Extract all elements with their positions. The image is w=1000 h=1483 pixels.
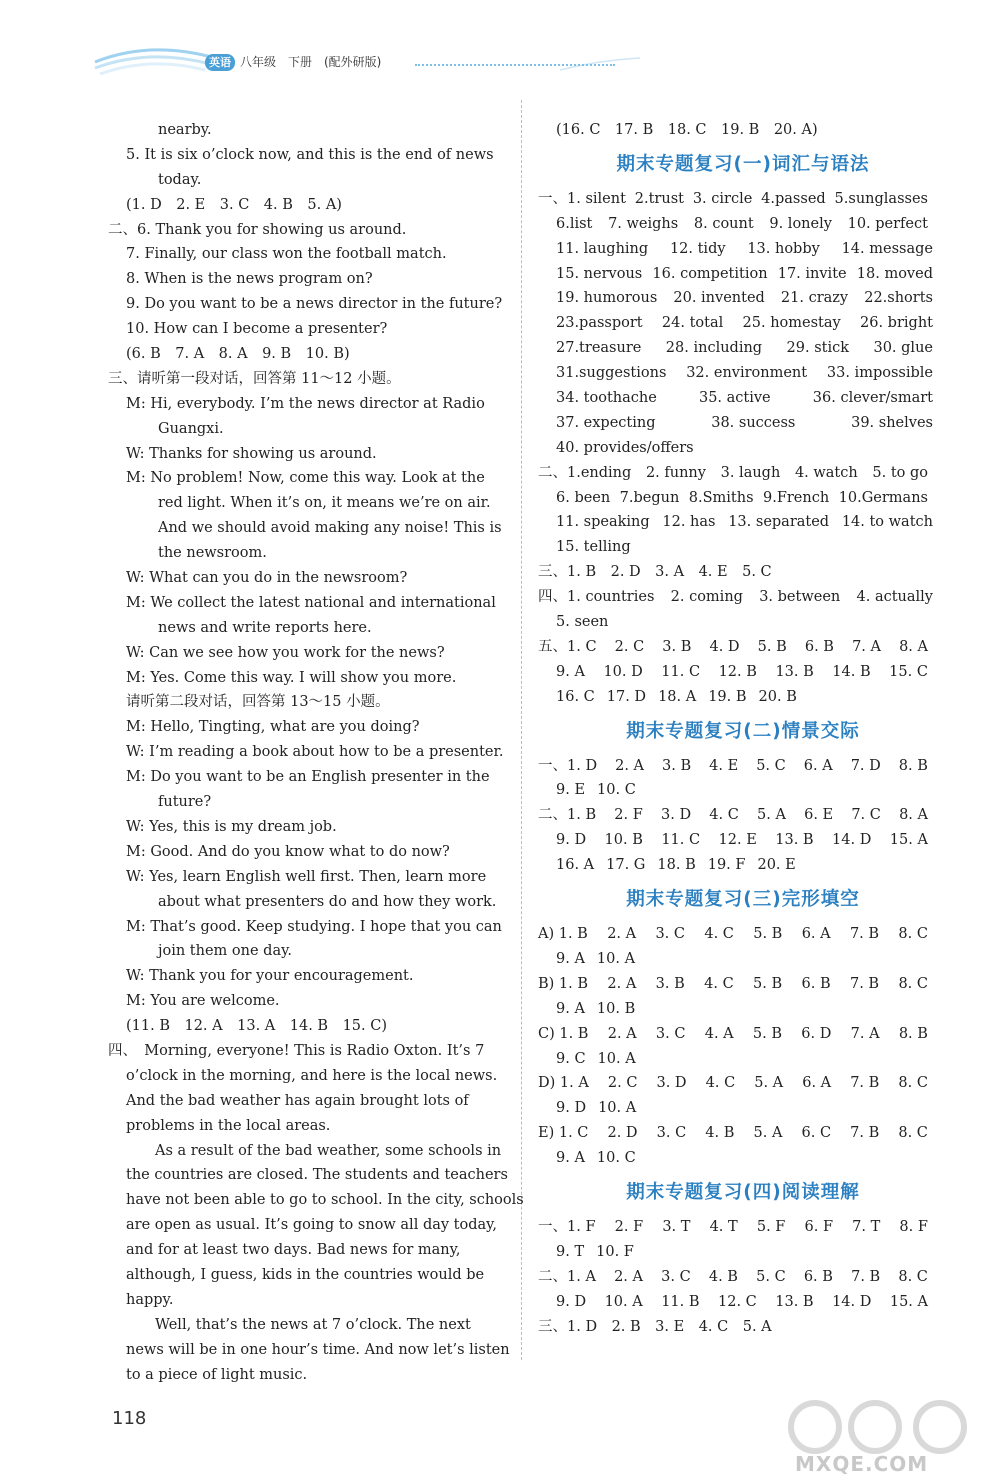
answer-item: 35. active xyxy=(698,390,771,407)
answer-item: 10. D xyxy=(603,663,643,680)
answer-row xyxy=(538,635,928,660)
text-line: 7. Finally, our class won the football match. xyxy=(126,246,447,263)
answer-item: 6. B xyxy=(801,975,831,992)
text-line: Guangxi. xyxy=(158,420,224,437)
answer-row xyxy=(538,1215,928,1240)
text-line: 8. When is the news program on? xyxy=(126,271,373,288)
answer-row xyxy=(538,778,933,803)
answer-item: 15. telling xyxy=(556,539,631,556)
answer-item: 10. B xyxy=(596,1000,636,1017)
text-line: have not been able to go to school. In the city, schools xyxy=(126,1192,524,1209)
answer-item: 4. C xyxy=(709,807,739,824)
answer-item: 4. watch xyxy=(794,464,858,481)
answer-item: 34. toothache xyxy=(556,390,657,407)
answer-item: 5. B xyxy=(757,638,787,655)
answer-item: 13. B xyxy=(775,1293,814,1310)
answer-item: 8. A xyxy=(899,807,928,824)
answer-item: 6. B xyxy=(803,1268,833,1285)
answer-row xyxy=(538,560,948,585)
answer-item: 33. impossible xyxy=(826,365,933,382)
answer-item: 18. moved xyxy=(856,265,933,282)
answer-row xyxy=(538,486,928,511)
answer-item: 7. T xyxy=(852,1218,881,1235)
answer-item: 2. C xyxy=(607,1075,638,1092)
text-line: although, I guess, kids in the countries would be xyxy=(126,1266,485,1283)
answer-row xyxy=(538,922,928,947)
answer-row xyxy=(538,461,928,486)
answer-item: 8. C xyxy=(898,975,928,992)
answer-item: 18. B xyxy=(657,857,696,874)
answer-item: 二、1.ending xyxy=(538,464,632,481)
answer-row xyxy=(538,311,933,336)
answer-item: 19. B xyxy=(708,688,747,705)
answer-item: 11. laughing xyxy=(556,240,649,257)
text-line: 二、6. Thank you for showing us around. xyxy=(108,221,407,238)
text-line: 5. It is six o’clock now, and this is the end of news xyxy=(126,146,494,163)
answer-item: 2. A xyxy=(607,975,637,992)
answer-row xyxy=(538,1121,928,1146)
answer-row xyxy=(538,336,933,361)
answer-row xyxy=(538,262,933,287)
answer-row xyxy=(538,187,928,212)
answer-item: 11. B xyxy=(661,1293,700,1310)
answer-item: 17. D xyxy=(606,688,647,705)
answer-item: 7. C xyxy=(851,807,881,824)
answer-item: 5. F xyxy=(756,1218,786,1235)
text-line: M: Hello, Tingting, what are you doing? xyxy=(126,719,420,736)
answer-item: 14. message xyxy=(841,240,933,257)
answer-item: 8. A xyxy=(899,638,928,655)
answer-item: 6. D xyxy=(801,1025,832,1042)
answer-item: 12. has xyxy=(662,514,716,531)
answer-item: 8. C xyxy=(898,1268,928,1285)
text-line: 四、 Morning, everyone! This is Radio Oxton. It’s 7 xyxy=(108,1042,485,1059)
answer-row xyxy=(538,660,928,685)
answer-item: 9. D xyxy=(556,1100,587,1117)
answer-item: 5. B xyxy=(753,975,783,992)
answer-item: 20. B xyxy=(758,688,797,705)
answer-item: 14. B xyxy=(832,663,871,680)
answer-row xyxy=(538,535,948,560)
answer-item: 2. funny xyxy=(645,464,706,481)
answer-item: 4.passed xyxy=(761,190,826,207)
text-line: As a result of the bad weather, some schools in xyxy=(126,1142,502,1159)
answer-item: 12. tidy xyxy=(669,240,726,257)
text-line: M: Hi, everybody. I’m the news director at Radio xyxy=(126,395,485,412)
text-line: 三、请听第一段对话，回答第 11～12 小题。 xyxy=(108,370,401,387)
answer-item: 40. provides/offers xyxy=(556,439,694,456)
answer-item: C) 1. B xyxy=(538,1025,589,1042)
text-line: the newsroom. xyxy=(158,545,267,562)
answer-item: 10. B xyxy=(604,832,643,849)
answer-item: 6. C xyxy=(801,1125,832,1142)
answer-item: 7. B xyxy=(850,1125,880,1142)
text-line: And the bad weather has again brought lots of xyxy=(126,1092,469,1109)
section-heading: 期末专题复习(三)完形填空 xyxy=(626,889,860,911)
answer-item: 9. C xyxy=(556,1050,586,1067)
answer-item: 37. expecting xyxy=(556,414,656,431)
column-divider xyxy=(521,100,522,1360)
answer-item: 3. between xyxy=(759,589,841,606)
answer-row xyxy=(538,1290,928,1315)
answer-item: 2. A xyxy=(607,926,637,943)
answer-item: 9.French xyxy=(762,489,830,506)
text-line: W: What can you do in the newsroom? xyxy=(126,570,408,587)
answer-item: 24. total xyxy=(661,315,724,332)
text-line: M: Do you want to be an English presenter in the xyxy=(126,769,490,786)
header-wave-decoration xyxy=(0,0,1000,95)
answer-item: 10. C xyxy=(596,1150,636,1167)
text-line: Well, that’s the news at 7 o’clock. The next xyxy=(126,1316,471,1333)
answer-item: 6. A xyxy=(803,757,833,774)
answer-row xyxy=(538,361,933,386)
answer-item: 9. E xyxy=(556,782,586,799)
answer-row xyxy=(538,1071,928,1096)
answer-item: 20. E xyxy=(757,857,796,874)
answer-item: 4. D xyxy=(709,638,740,655)
answer-item: 8. C xyxy=(898,1125,928,1142)
text-line: to a piece of light music. xyxy=(126,1366,308,1383)
answer-item: 15. A xyxy=(889,832,928,849)
answer-item: 9. lonely xyxy=(769,215,832,232)
text-line: (11. B 12. A 13. A 14. B 15. C) xyxy=(126,1018,388,1035)
answer-item: 4. B xyxy=(705,1125,735,1142)
answer-row xyxy=(538,853,928,878)
text-line: M: You are welcome. xyxy=(126,993,280,1010)
answer-item: 10. A xyxy=(596,950,636,967)
text-line: W: Thank you for your encouragement. xyxy=(126,968,414,985)
answer-item: 5. C xyxy=(756,1268,786,1285)
text-line: (6. B 7. A 8. A 9. B 10. B) xyxy=(126,346,350,363)
answer-item: 4. T xyxy=(709,1218,738,1235)
text-line: happy. xyxy=(126,1291,174,1308)
answer-item: 5. A xyxy=(757,807,786,824)
text-line: M: No problem! Now, come this way. Look at the xyxy=(126,470,485,487)
answer-item: 14. D xyxy=(832,1293,872,1310)
answer-item: 36. clever/smart xyxy=(812,390,933,407)
answer-row xyxy=(538,1096,933,1121)
answer-item: 17. invite xyxy=(777,265,847,282)
answer-item: 8. C xyxy=(898,926,928,943)
answer-item: 2. A xyxy=(607,1025,637,1042)
answer-item: 8. count xyxy=(693,215,754,232)
answer-item: 16. competition xyxy=(652,265,768,282)
answer-row xyxy=(538,828,928,853)
text-line: news will be in one hour’s time. And now let’s listen xyxy=(126,1341,510,1358)
text-line: And we should avoid making any noise! This is xyxy=(158,520,502,537)
answer-item: 11. C xyxy=(661,832,701,849)
answer-item: 13. hobby xyxy=(747,240,820,257)
text-line: W: I’m reading a book about how to be a presenter. xyxy=(126,744,504,761)
answer-item: 7.begun xyxy=(619,489,680,506)
answer-item: 一、1. D xyxy=(538,757,598,774)
answer-row xyxy=(538,510,933,535)
subject-badge: 英语 xyxy=(205,54,235,71)
answer-item: 9. A xyxy=(556,950,585,967)
answer-item: 3. C xyxy=(655,1025,686,1042)
answer-item: 3. circle xyxy=(692,190,753,207)
text-line: W: Can we see how you work for the news? xyxy=(126,644,445,661)
answer-item: 2. C xyxy=(614,638,645,655)
answer-item: 10. A xyxy=(604,1293,643,1310)
text-line: o’clock in the morning, and here is the local news. xyxy=(126,1067,498,1084)
answer-item: 38. success xyxy=(711,414,796,431)
answer-item: 3. laugh xyxy=(720,464,781,481)
answer-row xyxy=(538,237,933,262)
answer-item: 5. B xyxy=(753,926,783,943)
answer-item: 9. D xyxy=(556,1293,587,1310)
answer-item: 4. E xyxy=(709,757,739,774)
answer-item: 10. C xyxy=(597,782,636,799)
answer-item: 15. nervous xyxy=(556,265,643,282)
answer-item: 20. invented xyxy=(673,290,765,307)
answer-item: 4. B xyxy=(708,1268,738,1285)
text-line: M: That’s good. Keep studying. I hope that you can xyxy=(126,918,502,935)
answer-row xyxy=(538,1146,933,1171)
answer-item: 7. D xyxy=(850,757,881,774)
answer-item: 17. G xyxy=(606,857,646,874)
answer-item: 一、1. silent xyxy=(538,190,626,207)
answer-item: 10. perfect xyxy=(847,215,928,232)
text-line: 10. How can I become a presenter? xyxy=(126,321,388,338)
answer-item: 11. C xyxy=(661,663,701,680)
right-column xyxy=(538,118,948,1339)
answer-item: 12. E xyxy=(718,832,757,849)
answer-item: 16. A xyxy=(556,857,595,874)
answer-item: 7. B xyxy=(849,926,880,943)
answer-item: 2. A xyxy=(615,757,645,774)
answer-item: 5.sunglasses xyxy=(834,190,928,207)
text-line: the countries are closed. The students and teachers xyxy=(126,1167,508,1184)
answer-item: 7. weighs xyxy=(608,215,679,232)
answer-item: 3. B xyxy=(662,638,692,655)
answer-item: 2.trust xyxy=(634,190,684,207)
answer-row xyxy=(538,286,933,311)
answer-row xyxy=(538,1240,933,1265)
answer-item: 5. to go xyxy=(872,464,928,481)
answer-item: 30. glue xyxy=(873,340,933,357)
answer-item: 5. B xyxy=(752,1025,783,1042)
answer-row xyxy=(538,1315,948,1340)
answer-item: 二、1. A xyxy=(538,1268,596,1285)
page-header xyxy=(0,0,1000,95)
answer-item: 6. been xyxy=(556,489,611,506)
answer-item: 13. B xyxy=(775,832,814,849)
answer-item: 5. A xyxy=(753,1125,783,1142)
text-line: about what presenters do and how they work. xyxy=(158,893,497,910)
answer-item: 3. D xyxy=(656,1075,687,1092)
text-line: and for at least two days. Bad news for many, xyxy=(126,1242,461,1259)
answer-item: 22.shorts xyxy=(864,290,933,307)
page-number: 118 xyxy=(112,1408,147,1429)
text-line: 9. Do you want to be a news director in the future? xyxy=(126,296,503,313)
answer-item: 9. D xyxy=(556,832,587,849)
text-line: today. xyxy=(158,171,202,188)
grade-info: 八年级 下册 (配外研版) xyxy=(240,55,382,69)
answer-item: 12. B xyxy=(718,663,757,680)
answer-item: 3. B xyxy=(662,757,692,774)
answer-item: 19. F xyxy=(707,857,746,874)
answer-item: 四、1. countries xyxy=(538,589,655,606)
answer-item: 4. C xyxy=(704,926,734,943)
answer-item: 9. A xyxy=(556,1150,585,1167)
answer-row xyxy=(538,947,933,972)
answer-row xyxy=(538,1047,933,1072)
answer-row xyxy=(538,386,933,411)
answer-item: 18. A xyxy=(658,688,697,705)
answer-item: 2. coming xyxy=(670,589,743,606)
answer-item: 10.Germans xyxy=(838,489,928,506)
answer-row xyxy=(538,411,933,436)
text-line: news and write reports here. xyxy=(158,619,372,636)
text-line: M: Good. And do you know what to do now? xyxy=(126,843,450,860)
answer-row xyxy=(538,997,933,1022)
answer-item: 5. A xyxy=(754,1075,784,1092)
watermark-text: MXQE.COM xyxy=(795,1452,929,1476)
answer-item: 4. C xyxy=(704,975,734,992)
text-line: W: Yes, learn English well first. Then, learn more xyxy=(126,868,487,885)
answer-item: 三、1. B 2. D 3. A 4. E 5. C xyxy=(538,564,772,581)
answer-item: 10. F xyxy=(596,1243,634,1260)
section-heading: 期末专题复习(一)词汇与语法 xyxy=(616,153,870,175)
answer-item: 21. crazy xyxy=(780,290,849,307)
answer-row xyxy=(538,685,928,710)
answer-item: 14. D xyxy=(832,832,872,849)
answer-item: 3. C xyxy=(656,1125,687,1142)
answer-item: 23.passport xyxy=(556,315,643,332)
answer-item: 6.list xyxy=(556,215,593,232)
answer-item: 12. C xyxy=(718,1293,757,1310)
answer-item: 11. speaking xyxy=(556,514,650,531)
answer-item: 14. to watch xyxy=(841,514,933,531)
answer-item: 28. including xyxy=(665,340,763,357)
text-line: problems in the local areas. xyxy=(126,1117,331,1134)
answer-row xyxy=(538,803,928,828)
answer-item: 3. T xyxy=(662,1218,691,1235)
answer-item: 一、1. F xyxy=(538,1218,596,1235)
answer-item: 6. A xyxy=(802,1075,832,1092)
answer-item: 8. B xyxy=(898,1025,928,1042)
answer-line: (16. C 17. B 18. C 19. B 20. A) xyxy=(556,122,818,138)
answer-row xyxy=(538,212,928,237)
answer-item: 15. A xyxy=(889,1293,928,1310)
text-line: W: Thanks for showing us around. xyxy=(126,445,377,462)
answer-item: 五、1. C xyxy=(538,638,597,655)
answer-item: 13. separated xyxy=(728,514,830,531)
answer-row xyxy=(538,754,928,779)
text-line: join them one day. xyxy=(158,943,292,960)
answer-item: 39. shelves xyxy=(851,414,933,431)
answer-item: B) 1. B xyxy=(538,975,589,992)
answer-item: 10. A xyxy=(598,1100,637,1117)
answer-item: 7. A xyxy=(850,1025,880,1042)
answer-item: E) 1. C xyxy=(538,1125,589,1142)
answer-item: 15. C xyxy=(889,663,928,680)
text-line: W: Yes, this is my dream job. xyxy=(126,818,337,835)
answer-item: 三、1. D 2. B 3. E 4. C 5. A xyxy=(538,1318,772,1335)
answer-item: 9. A xyxy=(556,663,585,680)
answer-item: 2. F xyxy=(614,807,643,824)
answer-item: 32. environment xyxy=(686,365,808,382)
text-line: nearby. xyxy=(158,122,212,138)
answer-item: 13. B xyxy=(775,663,814,680)
answer-item: 6. E xyxy=(804,807,834,824)
answer-item: 29. stick xyxy=(786,340,850,357)
answer-item: 2. A xyxy=(614,1268,643,1285)
answer-item: 7. B xyxy=(850,1075,880,1092)
text-line: M: We collect the latest national and international xyxy=(126,594,496,611)
text-line: M: Yes. Come this way. I will show you more. xyxy=(126,669,457,686)
answer-item: 3. D xyxy=(661,807,692,824)
answer-item: 8.Smiths xyxy=(688,489,754,506)
answer-row xyxy=(538,1265,928,1290)
answer-item: 8. C xyxy=(898,1075,928,1092)
answer-item: 2. D xyxy=(607,1125,638,1142)
answer-item: 3. B xyxy=(655,975,685,992)
answer-item: 10. A xyxy=(597,1050,636,1067)
answer-item: 3. C xyxy=(661,1268,691,1285)
answer-row xyxy=(538,972,928,997)
text-line: (1. D 2. E 3. C 4. B 5. A) xyxy=(126,196,342,213)
answer-item: 2. F xyxy=(614,1218,644,1235)
answer-item: 二、1. B xyxy=(538,807,597,824)
answer-item: 26. bright xyxy=(860,315,933,332)
answer-item: A) 1. B xyxy=(538,926,588,943)
answer-item: 7. B xyxy=(851,1268,881,1285)
answer-item: 16. C xyxy=(556,688,595,705)
answer-row xyxy=(538,436,948,461)
answer-item: 6. A xyxy=(801,926,831,943)
answer-row xyxy=(538,585,933,610)
answer-item: D) 1. A xyxy=(538,1075,589,1092)
answer-item: 19. humorous xyxy=(556,290,658,307)
answer-item: 8. F xyxy=(899,1218,928,1235)
answer-item: 27.treasure xyxy=(556,340,642,357)
answer-item: 4. C xyxy=(705,1075,736,1092)
text-line: future? xyxy=(158,794,212,811)
answer-row xyxy=(538,1022,928,1047)
text-line: red light. When it’s on, it means we’re on air. xyxy=(158,495,491,512)
answer-item: 6. F xyxy=(804,1218,834,1235)
answer-item: 9. T xyxy=(556,1243,585,1260)
left-column xyxy=(108,118,524,1387)
text-line: are open as usual. It’s going to snow all day today, xyxy=(126,1217,498,1234)
answer-item: 3. C xyxy=(655,926,685,943)
answer-row xyxy=(538,610,948,635)
text-line: 请听第二段对话，回答第 13～15 小题。 xyxy=(126,694,390,711)
answer-item: 6. B xyxy=(804,638,834,655)
section-heading: 期末专题复习(二)情景交际 xyxy=(626,720,860,742)
answer-item: 31.suggestions xyxy=(556,365,667,382)
section-heading: 期末专题复习(四)阅读理解 xyxy=(626,1181,860,1203)
answer-item: 7. A xyxy=(852,638,881,655)
answer-item: 8. B xyxy=(898,757,928,774)
answer-item: 25. homestay xyxy=(742,315,841,332)
answer-item: 5. seen xyxy=(556,614,609,631)
answer-item: 5. C xyxy=(756,757,786,774)
answer-item: 9. A xyxy=(556,1000,585,1017)
answer-item: 7. B xyxy=(849,975,880,992)
answer-item: 4. actually xyxy=(856,589,933,606)
header-dotted-line xyxy=(415,64,615,66)
answer-item: 4. A xyxy=(704,1025,734,1042)
